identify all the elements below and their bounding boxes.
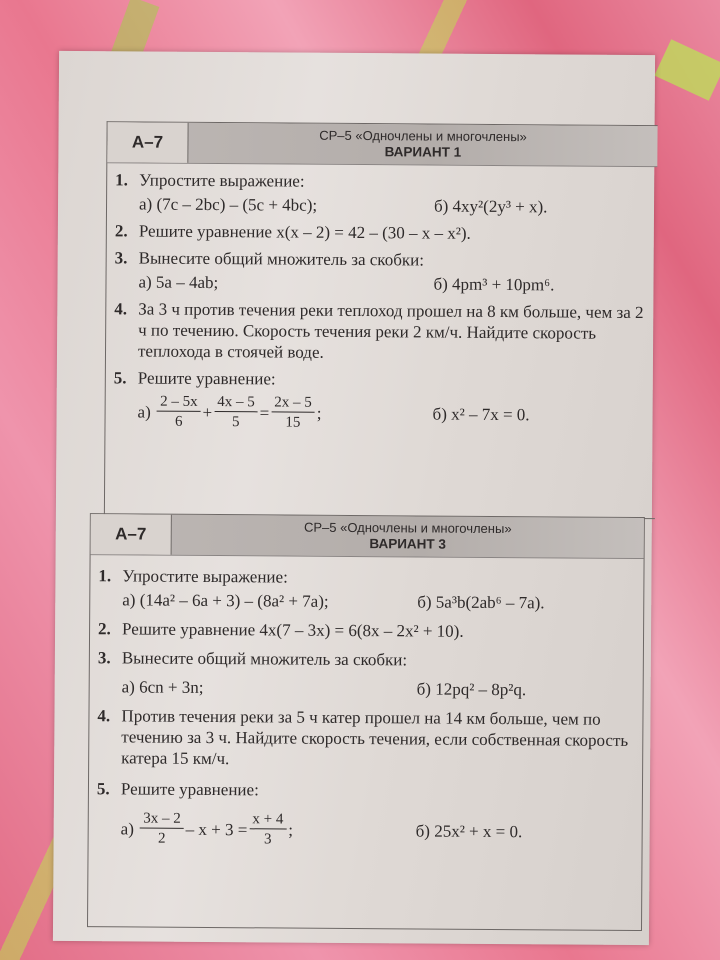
task-3: [98, 647, 643, 701]
part-a: а) 6cn + 3n;: [121, 677, 204, 697]
part-a-label: а): [120, 819, 134, 839]
variant-label: ВАРИАНТ 3: [369, 536, 446, 552]
task-5: [113, 367, 655, 435]
part-b: б) 12pq² – 8p²q.: [416, 679, 527, 700]
part-b: б) 4xy²(2y³ + x).: [433, 196, 548, 217]
task-2: [115, 220, 657, 245]
part-b: б) x² – 7x = 0.: [432, 404, 530, 425]
operator: =: [259, 403, 270, 423]
task-number: 1.: [98, 566, 112, 586]
part-b: б) 25x² + x = 0.: [415, 821, 523, 842]
task-number: 3.: [97, 648, 111, 668]
task-text: Решите уравнение x(x – 2) = 42 – (30 – x – x²).: [138, 221, 471, 243]
variant-header: [107, 122, 657, 167]
card-title: [188, 123, 657, 166]
fraction: $\frac{2x - 5}{15}$: [271, 393, 315, 432]
task-text: За 3 ч против течения реки теплоход прошел на 8 км больше, чем за 2 ч по течению. Скорость течения реки 2 км/ч. Найдите скорость теплохода в стоячей воде.: [137, 299, 644, 362]
card-code: А–7: [91, 514, 172, 555]
task-number: 4.: [114, 299, 128, 319]
part-a: а) (14a² – 6a + 3) – (8a² + 7a);: [122, 590, 329, 611]
topic-title: СР–5 «Одночлены и многочлены»: [319, 127, 527, 145]
task-number: 3.: [114, 248, 128, 268]
variant-1-block: [104, 121, 658, 519]
part-a: а) $\frac{3x - 2}{2}$ – x + 3 = $\frac{x + 4}{3}$ ;: [121, 809, 416, 850]
task-3: [114, 247, 656, 296]
task-number: 2.: [98, 619, 111, 639]
part-a-label: а): [137, 402, 151, 422]
variant-header: [91, 514, 644, 559]
task-text: Упростите выражение:: [139, 170, 305, 191]
task-number: 2.: [114, 221, 128, 241]
task-1: [115, 169, 657, 218]
operator: – x + 3 =: [185, 819, 248, 840]
card-title: [172, 515, 644, 558]
task-4: [114, 298, 656, 365]
part-a: а) (7c – 2bc) – (5c + 4bc);: [138, 194, 318, 215]
tasks-list: [105, 163, 657, 435]
topic-title: СР–5 «Одночлены и многочлены»: [303, 519, 512, 537]
tasks-list: [89, 555, 644, 852]
task-text: Вынесите общий множитель за скобки:: [121, 648, 408, 670]
task-5: [97, 778, 642, 852]
task-2: [98, 618, 643, 643]
task-text: Решите уравнение:: [137, 368, 276, 389]
task-text: Упростите выражение:: [122, 566, 288, 587]
task-number: 5.: [113, 368, 127, 388]
task-text: Решите уравнение 4x(7 – 3x) = 6(8x – 2x² + 10).: [122, 619, 464, 641]
fraction: $\frac{3x - 2}{2}$: [140, 810, 184, 849]
card-code: А–7: [107, 122, 188, 163]
task-text: Против течения реки за 5 ч катер прошел на 14 км больше, чем по течению за 3 ч. Найдите скорость течения, если собственная скорость катера 15 км/ч.: [121, 706, 629, 769]
part-b: б) 5a³b(2ab⁶ – 7a).: [417, 592, 545, 613]
part-a: а) $\frac{2 - 5x}{6}$ + $\frac{4x - 5}{5}$ = $\frac{2x - 5}{15}$ ;: [137, 392, 432, 433]
fraction: $\frac{4x - 5}{5}$: [214, 393, 258, 432]
task-text: Решите уравнение:: [120, 779, 259, 800]
fraction: $\frac{2 - 5x}{6}$: [157, 393, 201, 432]
variant-label: ВАРИАНТ 1: [384, 144, 462, 160]
task-number: 4.: [97, 706, 111, 726]
variant-3-block: [87, 513, 645, 931]
operator: +: [202, 402, 213, 423]
task-4: [97, 705, 642, 772]
worksheet-paper: [53, 51, 655, 945]
fraction: $\frac{x + 4}{3}$: [249, 810, 286, 849]
part-b: б) 4pm³ + 10pm⁶.: [433, 274, 555, 295]
task-1: [98, 565, 643, 614]
task-text: Вынесите общий множитель за скобки:: [138, 248, 425, 270]
part-a: а) 5a – 4ab;: [138, 272, 219, 293]
task-number: 1.: [115, 170, 129, 190]
background-stripe: [654, 39, 720, 101]
task-number: 5.: [96, 779, 110, 799]
